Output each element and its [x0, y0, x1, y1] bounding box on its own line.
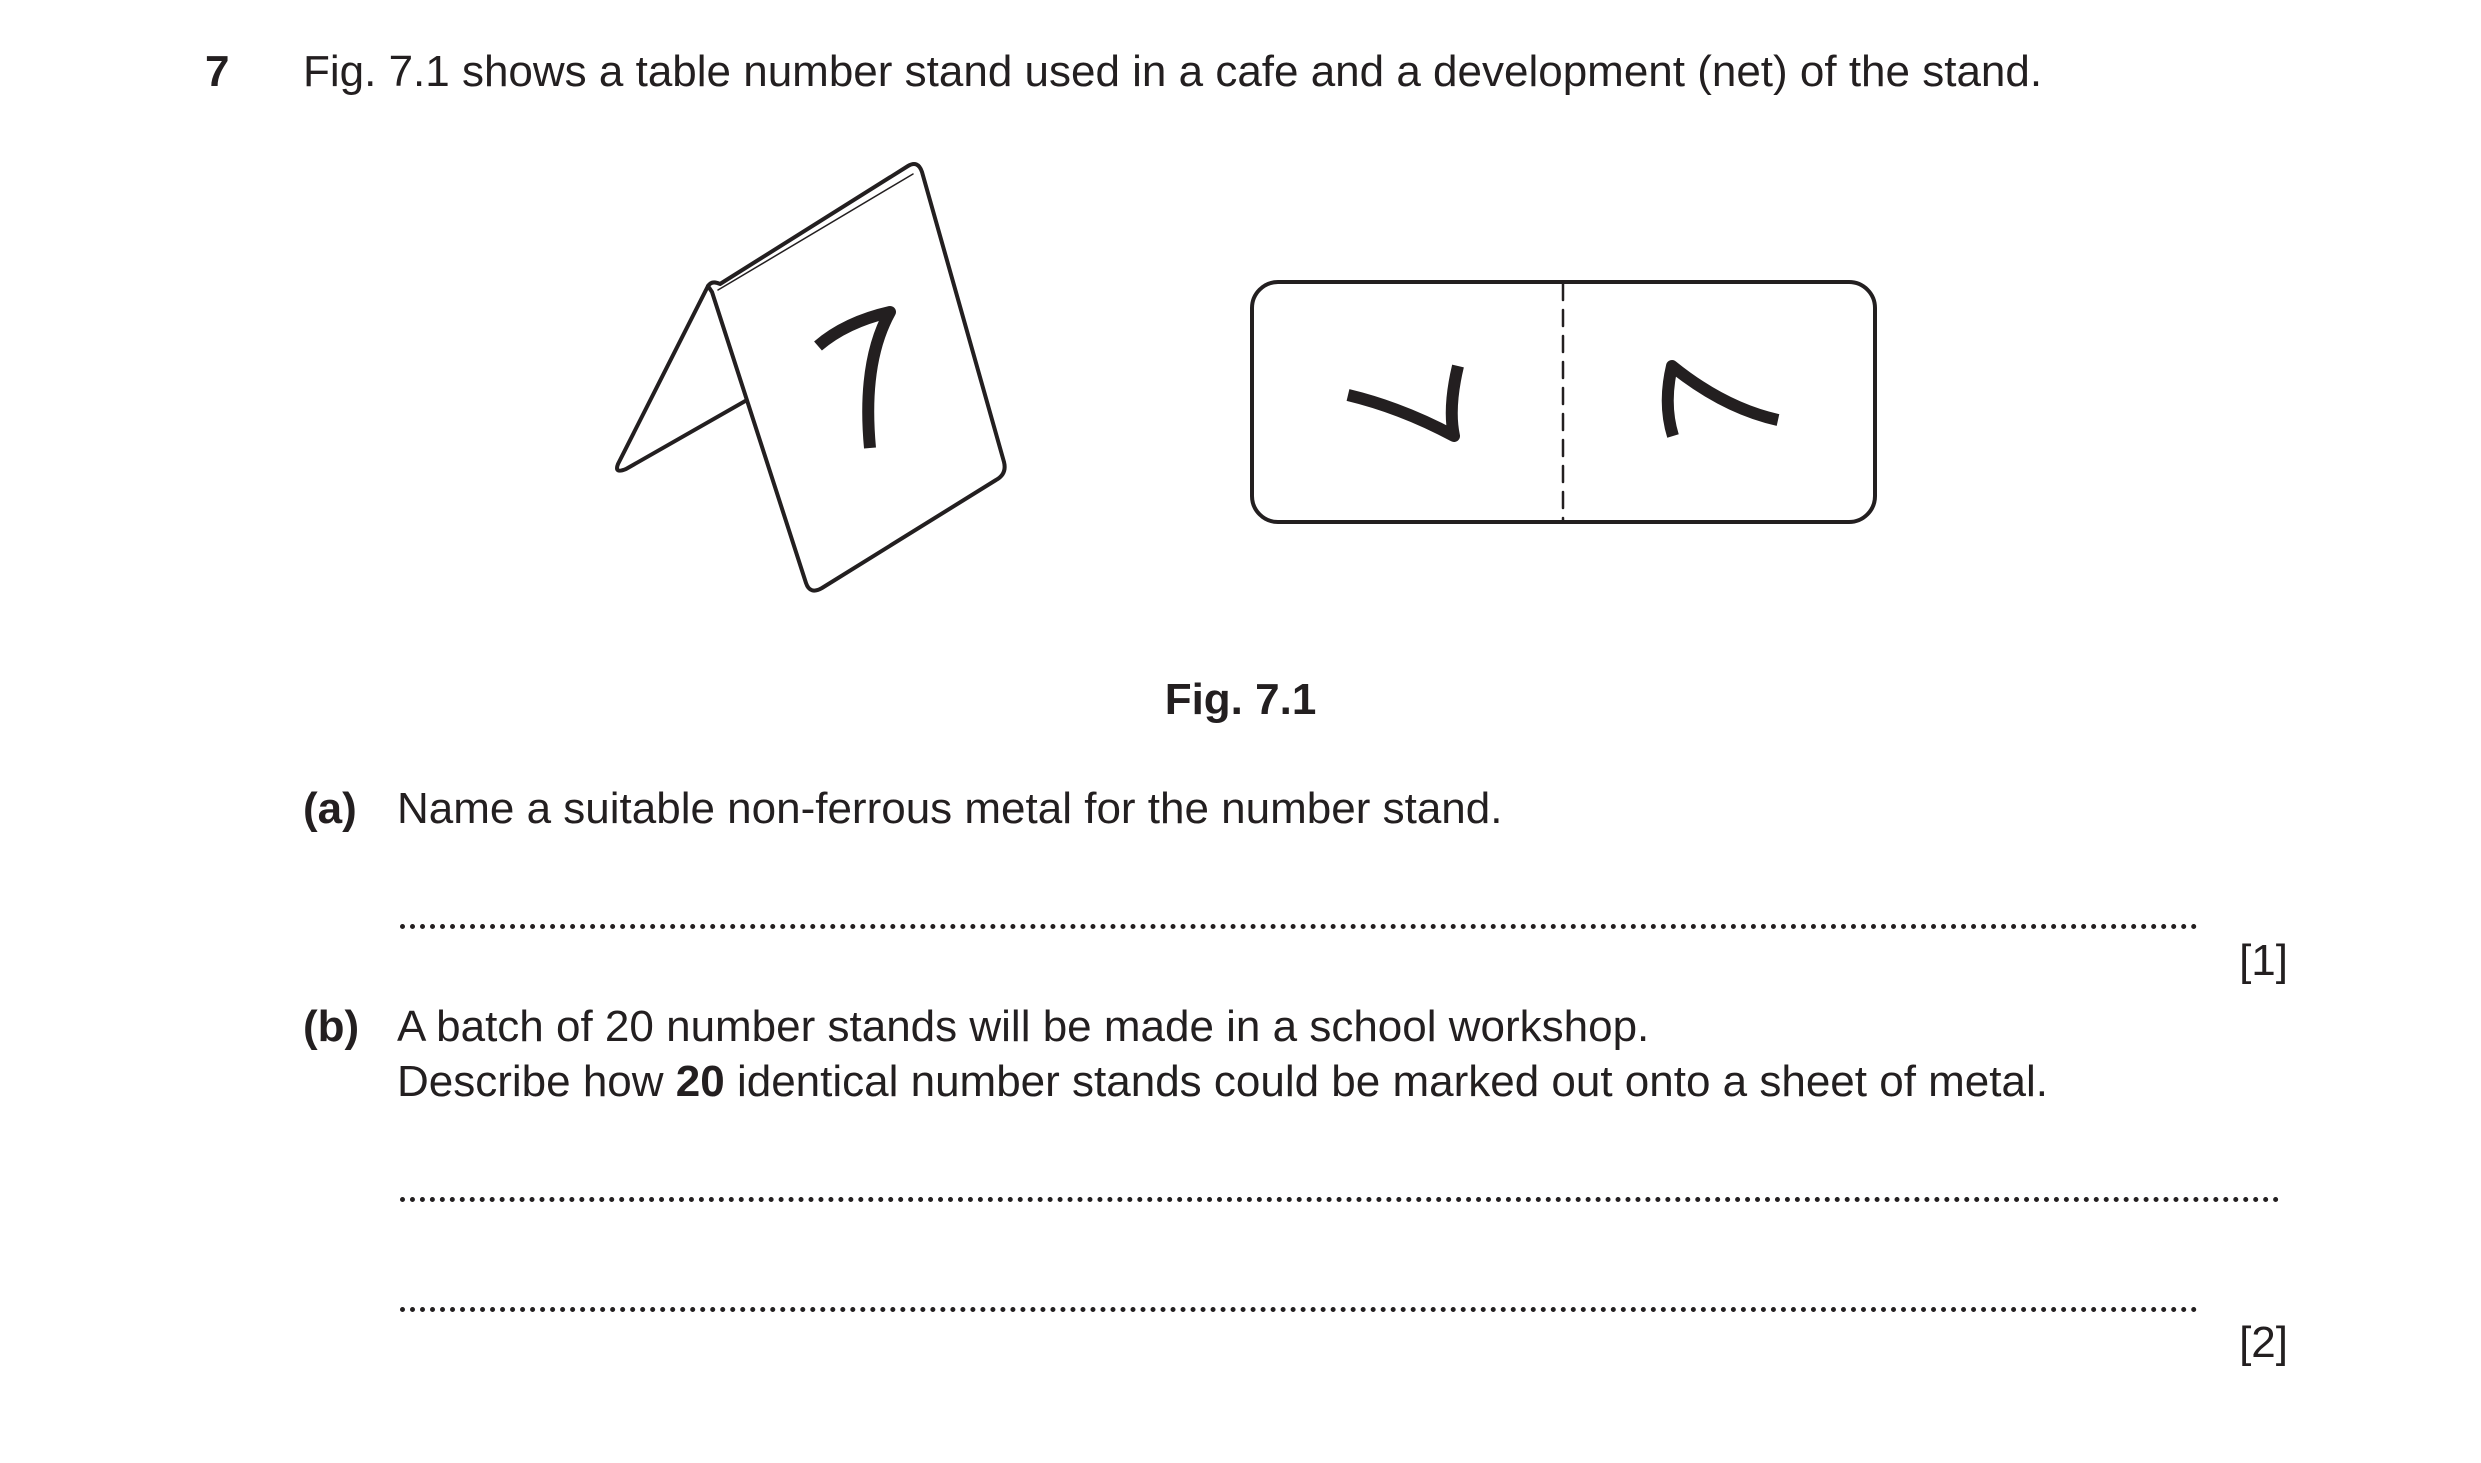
part-b-answer-line-2[interactable] — [400, 1307, 2198, 1312]
question-stem: Fig. 7.1 shows a table number stand used in a cafe and a development (net) of the stand. — [303, 47, 2043, 96]
part-a-answer-line[interactable] — [400, 924, 2198, 929]
part-b-marks: [2] — [2239, 1318, 2288, 1367]
part-a-marks: [1] — [2239, 936, 2288, 985]
net-digit-7-inverted — [1348, 366, 1458, 436]
part-b-quantity: 20 — [675, 1057, 725, 1106]
part-a-question: Name a suitable non-ferrous metal for the number stand. — [397, 784, 1503, 833]
net-digit-7-upright — [1668, 366, 1778, 436]
figure-7-1 — [0, 0, 2481, 680]
part-b-label: (b) — [303, 1002, 360, 1051]
part-b-answer-line-1[interactable] — [400, 1197, 2280, 1202]
part-b-question-line-1: A batch of 20 number stands will be made in a school workshop. — [397, 1002, 1650, 1051]
part-a-label: (a) — [303, 784, 357, 833]
figure-caption: Fig. 7.1 — [1164, 675, 1317, 724]
number-stand-drawing — [617, 164, 1005, 591]
question-number: 7 — [205, 47, 230, 96]
stand-front-leaf — [708, 164, 1005, 591]
net-drawing — [1252, 282, 1875, 522]
part-b-question-line-2: Describe how 20 identical number stands could be marked out onto a sheet of metal. — [397, 1057, 2048, 1106]
